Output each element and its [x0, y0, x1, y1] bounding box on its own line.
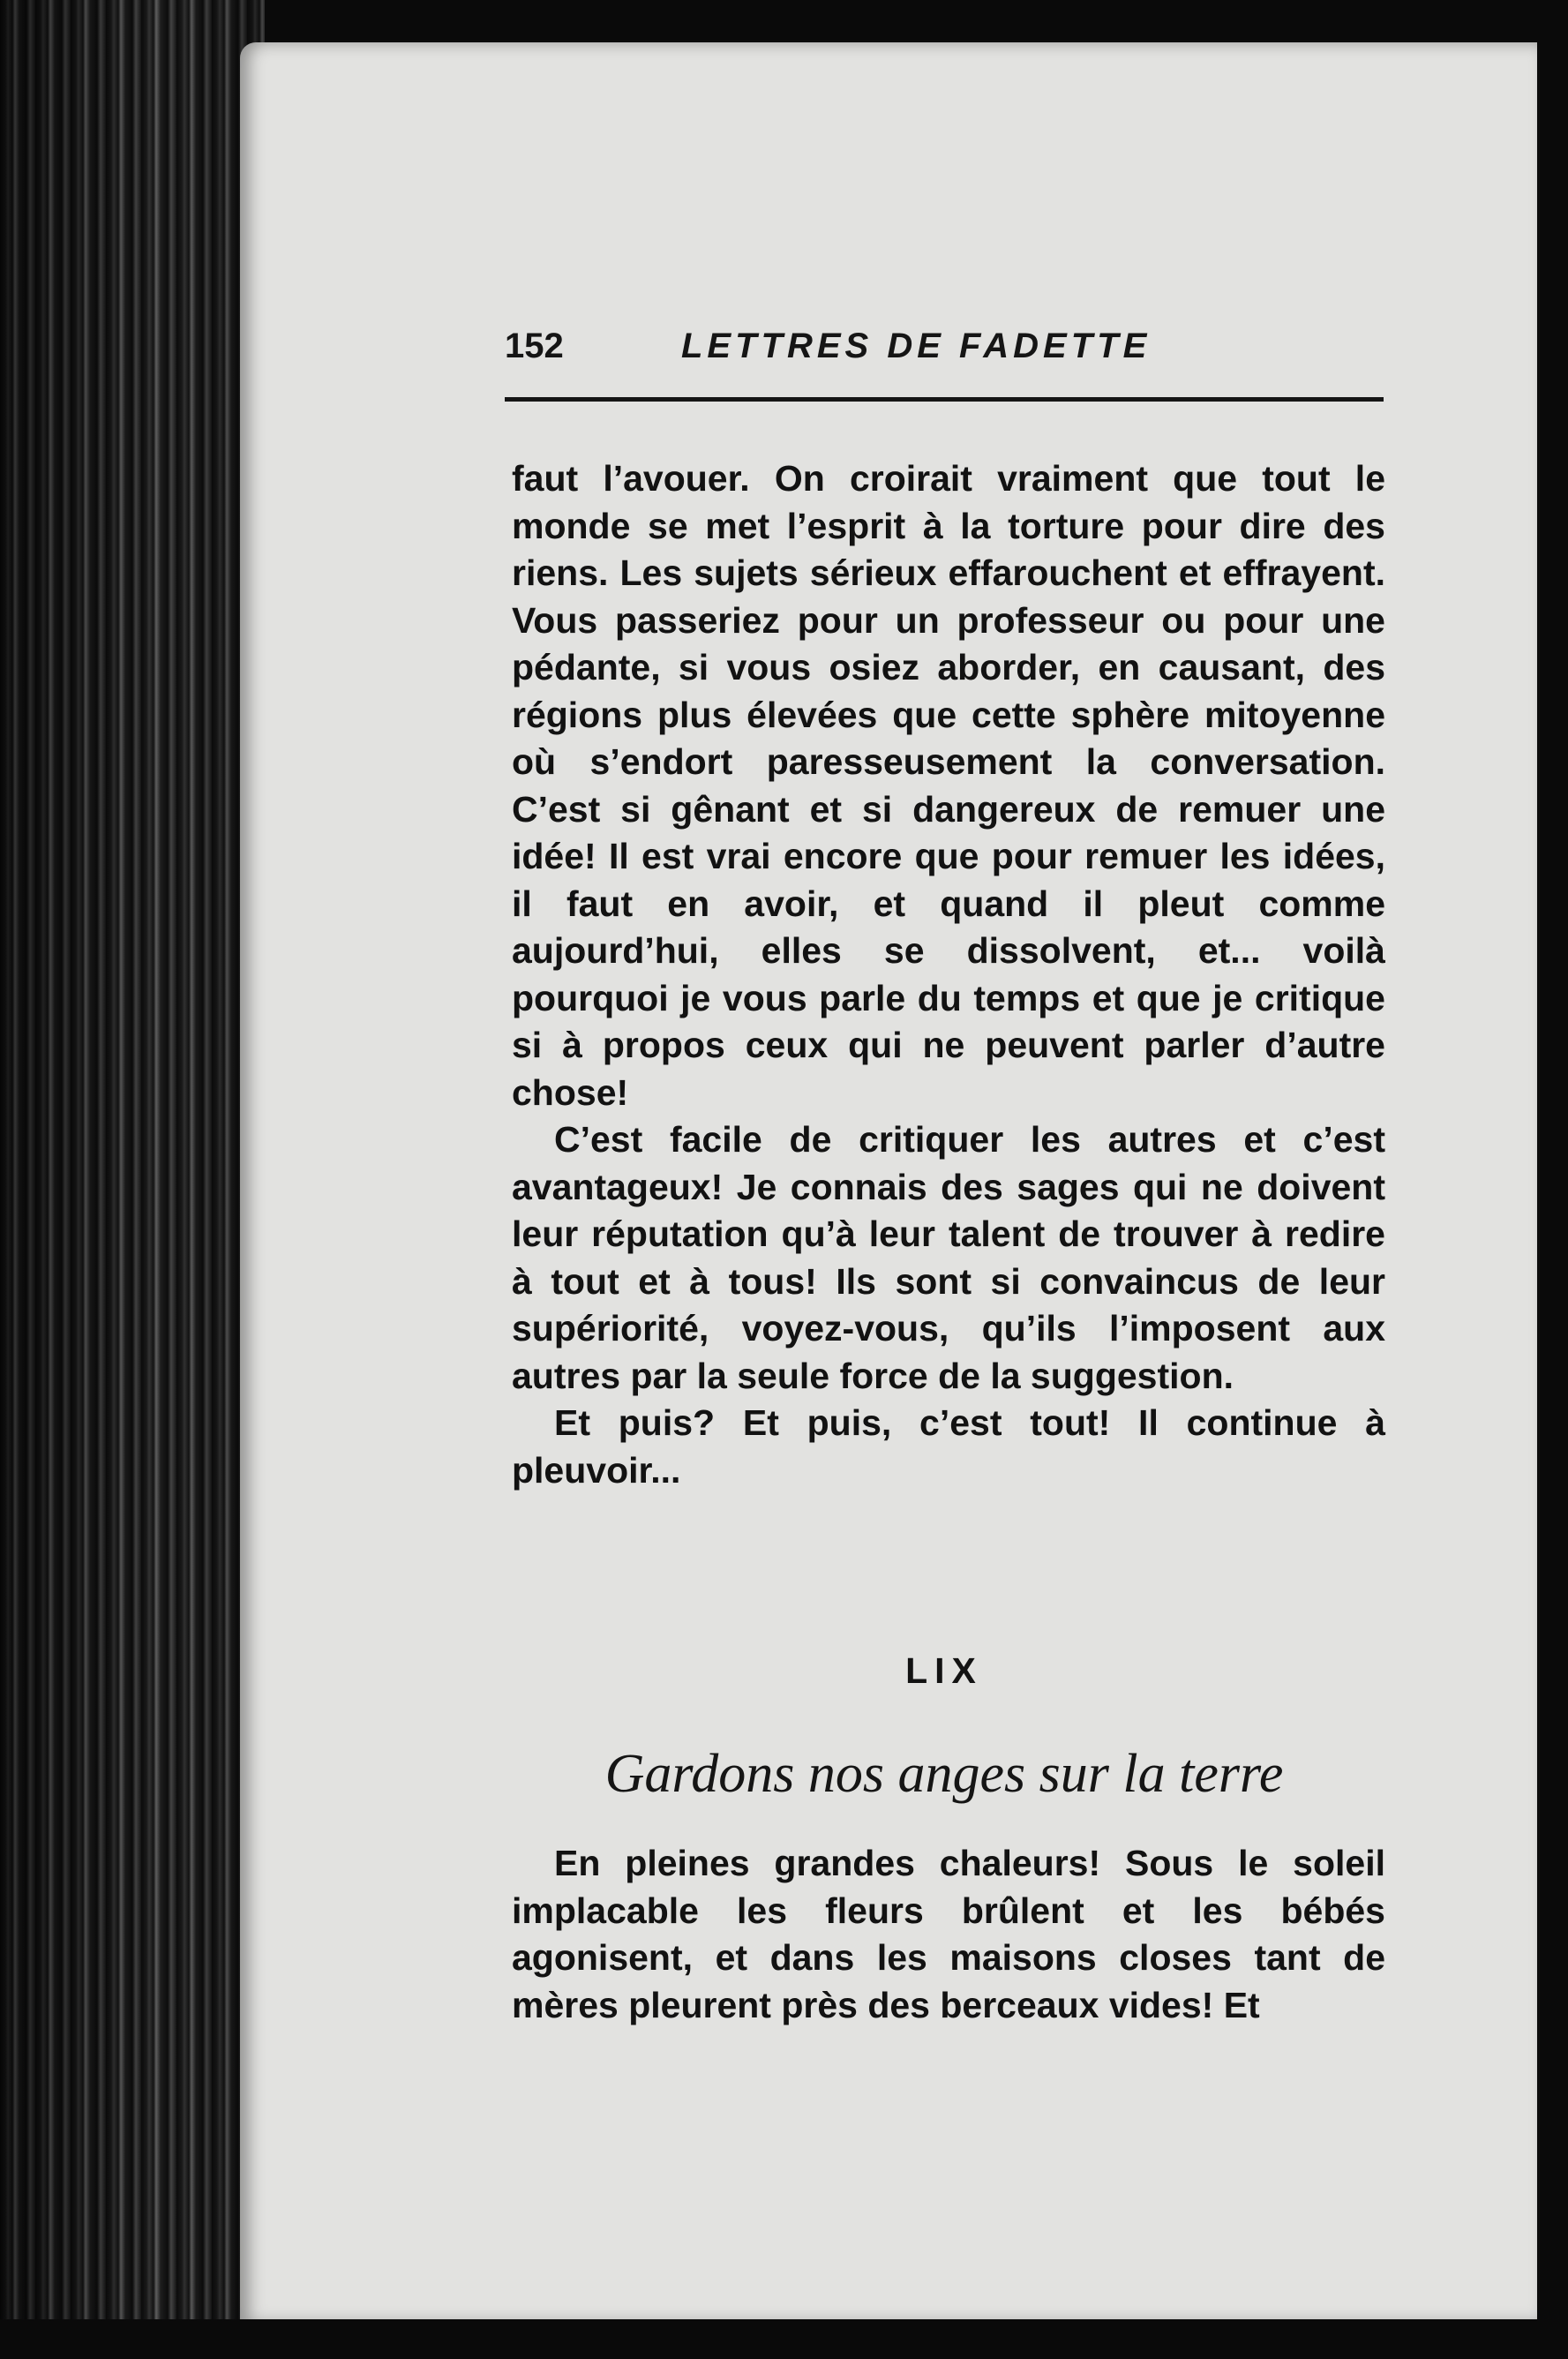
chapter-number: LIX	[905, 1650, 983, 1691]
bottom-edge	[0, 2319, 1568, 2359]
chapter-paragraph-1: En pleines grandes chaleurs! Sous le soleil implacable les fleurs brûlent et les bébés agonisent, et dans les maisons closes tant de mères pleurent près des berceaux vides! Et	[512, 1843, 1385, 2025]
body-text	[512, 455, 1385, 1494]
page-header	[505, 327, 1384, 379]
running-title: LETTRES DE FADETTE	[681, 327, 1152, 365]
paragraph-2: C’est facile de critiquer les autres et c’est avantageux! Je connais des sages qui ne doivent leur réputation qu’à leur talent de trouver à redire à tout et à tous! Ils sont si convaincus de leur supériorité, voyez-vous, qu’ils l’imposent aux autres par la seule force de la suggestion.	[512, 1119, 1385, 1396]
paragraph-3: Et puis? Et puis, c’est tout! Il continue à pleuvoir...	[512, 1402, 1385, 1491]
chapter-title: Gardons nos anges sur la terre	[604, 1744, 1284, 1804]
paragraph-1: faut l’avouer. On croirait vraiment que tout le monde se met l’esprit à la torture pour dire des riens. Les sujets sérieux effarouchent et effrayent. Vous passeriez pour un professeur ou pour une pédante, si vous osiez aborder, en causant, des régions plus élevées que cette sphère mitoyenne où s’endort paresseusement la conversation. C’est si gênant et si dangereux de remuer une idée! Il est vrai encore que pour remuer les idées, il faut en avoir, et quand il pleut comme aujourd’hui, elles se dissolvent, et... voilà pourquoi je vous parle du temps et que je critique si à propos ceux qui ne peuvent parler d’autre chose!	[512, 458, 1385, 1113]
header-rule	[505, 397, 1384, 402]
spine-shadow	[0, 0, 265, 2359]
page-number: 152	[505, 327, 564, 365]
chapter-opening	[512, 1840, 1385, 2029]
